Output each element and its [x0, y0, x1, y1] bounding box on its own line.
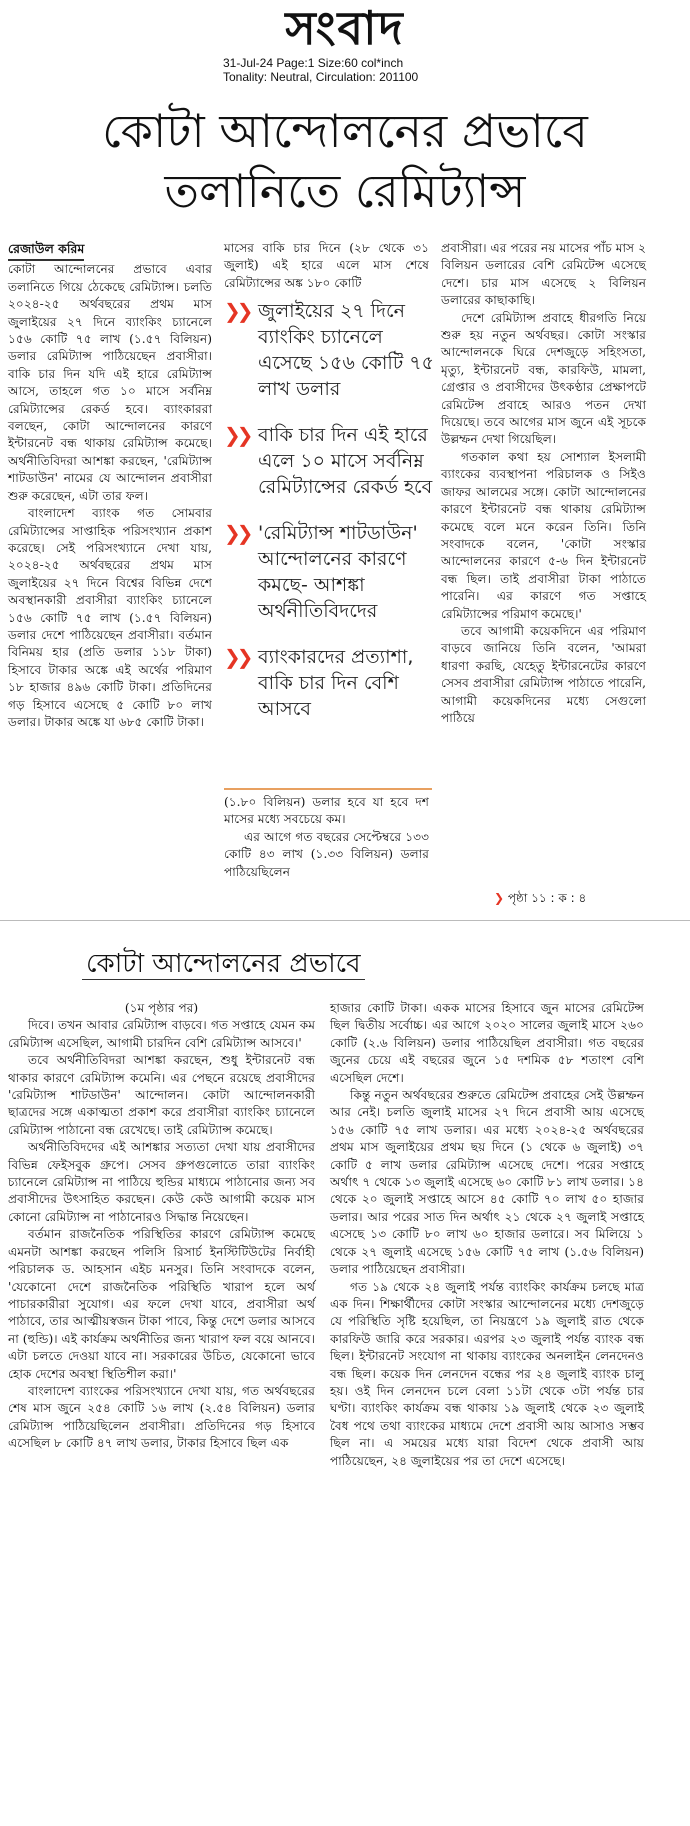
arrow-icon: ❯ — [494, 891, 505, 905]
paragraph: বর্তমান রাজনৈতিক পরিস্থিতির কারণে রেমিট্যান্স কমেছে এমনটা আশঙ্কা করছেন পলিসি রিসার্চ ইনস্টিটিউটের নির্বাহী পরিচালক ড. আহসান এইচ মনসুর। তিনি সংবাদকে বলেন, 'যেকোনো দেশে রাজনৈতিক পরিস্থিতি খারাপ হলে অর্থ পাচারকারীরা সুযোগ। এর ফলে দেখা যাবে, প্রবাসীরা অর্থ পাঠাবে, তার আত্মীয়স্বজন টাকা পাবে, কিন্তু দেশে ডলার আসবে না (হুন্ডি)। এই কার্যক্রম অর্থনীতির জন্য খারাপ ফল বয়ে আনবে। এটা চলতে দেওয়া যাবে না। সরকারের উচিত, যেকোনো ভাবে হোক দেশের অবস্থা স্থিতিশীল করা।' — [8, 1227, 315, 1381]
paragraph: তবে অর্থনীতিবিদরা আশঙ্কা করছেন, শুধু ইন্টারনেট বন্ধ থাকার কারণে রেমিট্যান্স কমেনি। এর পেছনে রয়েছে প্রবাসীদের 'রেমিট্যান্স শাটডাউন' আন্দোলন। কোটা আন্দোলনকারী ছাত্রদের সঙ্গে একাত্মতা প্রকাশ করে প্রবাসীরা ব্যাংকিং চ্যানেলে রেমিট্যান্স পাঠানো বন্ধ রেখেছে। তাই রেমিট্যান্স কমেছে। — [8, 1053, 315, 1137]
double-chevron-icon: ❯❯ — [224, 645, 250, 669]
paragraph: কিন্তু নতুন অর্থবছরের শুরুতে রেমিটেন্স প্রবাহের সেই উল্লম্ফন আর নেই। চলতি জুলাই মাসের ২৭ দিনে প্রবাসী আয় এসেছে ১৫৬ কোটি ৭৫ লাখ ডলার। এর মধ্যে ২০২৪-২৫ অর্থবছরের প্রথম মাস জুলাইয়ের প্রথম ছয় দিনে (১ থেকে ৬ জুলাই) ৩৭ কোটি ৫ লাখ ডলার রেমিট্যান্স এসেছে দেশে। পরের সপ্তাহে অর্থাৎ ৭ থেকে ১৩ জুলাই এসেছে ৬০ কোটি ৮১ লাখ ডলার। ১৪ থেকে ২০ জুলাই সপ্তাহে আসে ৪৫ কোটি ৭০ লাখ ৫০ হাজার ডলার। আর পরের সাত দিন অর্থাৎ ২১ থেকে ২৭ জুলাই সপ্তাহে এসেছে ১৩ কোটি ৮০ লাখ ৬০ হাজার ডলারে। সব মিলিয়ে ১ থেকে ২৭ জুলাই এসেছে ১৫৬ কোটি ৭৫ লাখ (১.৫৬ বিলিয়ন) ডলার পাঠিয়েছেন প্রবাসীরা। — [330, 1088, 644, 1277]
paragraph: তবে আগামী কয়েকদিনে এর পরিমাণ বাড়বে জানিয়ে তিনি বলেন, 'আমরা ধারণা করছি, যেহেতু ইন্টারনেটের কারণে সেসব প্রবাসীরা রেমিট্যান্স পাঠাতে পারেনি, আগামী কয়েকদিনের মধ্যে সেগুলো পাঠিয়ে — [441, 623, 646, 725]
continuation-text: পৃষ্ঠা ১১ : ক : ৪ — [507, 891, 587, 905]
byline: রেজাউল করিম — [8, 240, 84, 261]
from-first-page-label: (১ম পৃষ্ঠার পর) — [124, 1001, 199, 1015]
pullquote — [224, 520, 438, 624]
continuation-ref — [494, 890, 586, 910]
paragraph: প্রবাসীরা। এর পরের নয় মাসের পাঁচ মাস ২ বিলিয়ন ডলারের বেশি রেমিটেন্স এসেছে দেশে। চার মাস এসেছে ২ বিলিয়ন ডলারের কাছাকাছি। — [441, 241, 646, 308]
paragraph: (১.৮০ বিলিয়ন) ডলার হবে যা হবে দশ মাসের মধ্যে সবচেয়ে কম। — [224, 795, 429, 827]
pullquote — [224, 298, 438, 402]
pullquote — [224, 422, 438, 500]
continued-title-text: কোটা আন্দোলনের প্রভাবে — [82, 949, 365, 980]
pullquote-text: ব্যাংকারদের প্রত্যাশা, বাকি চার দিন বেশি আসবে — [258, 646, 414, 720]
article-column-2-top — [224, 240, 429, 292]
paragraph: গতকাল কথা হয় সোশ্যাল ইসলামী ব্যাংকের ব্যবস্থাপনা পরিচালক ও সিইও জাফর আলমের সঙ্গে। কোটা আন্দোলনের কারণে ইন্টারনেট বন্ধ থাকায় রেমিট্যান্স কমেছে বলে মনে করেন তিনি। তিনি সংবাদকে বলেন, 'কোটা সংস্কার আন্দোলনের কারণে ৫-৬ দিন ইন্টারনেট বন্ধ ছিল। তাই প্রবাসীরা টাকা পাঠাতে পারেনি। এর কারণে গত সপ্তাহে রেমিট্যান্সের পরিমাণ কমেছে।' — [441, 449, 646, 621]
paragraph: বাংলাদেশ ব্যাংক গত সোমবার রেমিট্যান্সের সাপ্তাহিক পরিসংখ্যান প্রকাশ করেছে। সেই পরিসংখ্যানে দেখা যায়, ২০২৪-২৫ অর্থবছরের প্রথম মাস জুলাইয়ের ২৭ দিনে বিশ্বের বিভিন্ন দেশে অবস্থানকারী প্রবাসীরা ব্যাংকিং চ্যানেলে ১৫৬ কোটি ৭৫ লাখ (১.৫৭ বিলিয়ন) ডলার দেশে পাঠিয়েছেন প্রবাসীরা। বর্তমান বিনিময় হার (প্রতি ডলার ১১৮ টাকা) হিসাবে টাকার অঙ্কে এই অর্থের পরিমাণ ১৮ হাজার ৪৯৬ কোটি টাকা। প্রতিদিনের গড় হিসাবে এসেছে ৫ কোটি ৮০ লাখ ডলার। টাকার অঙ্কে যা ৬৮৫ কোটি টাকা। — [8, 506, 212, 729]
paragraph: বাংলাদেশ ব্যাংকের পরিসংখ্যানে দেখা যায়, গত অর্থবছরের শেষ মাস জুনে ২৫৪ কোটি ১৬ লাখ (২.৫৪ বিলিয়ন) ডলার রেমিট্যান্স পাঠিয়েছিলেন প্রবাসীরা। প্রতিদিনের গড় হিসাবে এসেছিল ৮ কোটি ৪৭ লাখ ডলার, টাকার হিসাবে ছিল এক — [8, 1383, 315, 1451]
pullquote-stack — [224, 298, 438, 722]
headline-line1: কোটা আন্দোলনের প্রভাবে — [102, 104, 588, 158]
paragraph: হাজার কোটি টাকা। একক মাসের হিসাবে জুন মাসের রেমিটেন্স ছিল দ্বিতীয় সর্বোচ্চ। এর আগে ২০২০ সালের জুলাই মাসে ২৬০ কোটি (২.৬ বিলিয়ন) ডলার পাঠিয়েছিল প্রবাসীরা। গত বছরের জুনের চেয়ে এই বছরের জুনে ১৫ দশমিক ৫৮ শতাংশ বেশি এসেছিল দেশে। — [330, 1001, 644, 1085]
continued-column-2 — [330, 1000, 644, 1470]
pullquote-text: 'রেমিট্যান্স শাটডাউন' আন্দোলনের কারণে কমছে- আশঙ্কা অর্থনীতিবিদদের — [258, 522, 418, 622]
section-separator — [0, 920, 690, 921]
article-column-2-bottom — [224, 794, 429, 881]
paragraph: এর আগে গত বছরের সেপ্টেম্বরে ১৩৩ কোটি ৪৩ লাখ (১.৩৩ বিলিয়ন) ডলার পাঠিয়েছিলেন — [224, 829, 429, 879]
paragraph: কোটা আন্দোলনের প্রভাবে এবার তলানিতে গিয়ে ঠেকেছে রেমিট্যান্স। চলতি ২০২৪-২৫ অর্থবছরের প্রথম মাস জুলাইয়ের ২৭ দিনে ব্যাংকিং চ্যানেলে ১৫৬ কোটি ৭৫ লাখ (১.৫৭ বিলিয়ন) ডলার রেমিট্যান্স পাঠিয়েছেন প্রবাসীরা। বাকি চার দিন যদি এই হারে রেমিট্যান্স আসে, তাহলে গত ১০ মাসে সর্বনিম্ন রেমিট্যান্সের রেকর্ড হবে। ব্যাংকাররা বলছেন, কোটা আন্দোলনের কারণে ইন্টারনেট বন্ধ থাকায় রেমিট্যান্স কমেছে। অর্থনীতিবিদরা আশঙ্কা করছেন, 'রেমিট্যান্স শাটডাউন' নামের যে আন্দোলন প্রবাসীরা শুরু করেছেন, এটা তার ফল। — [8, 262, 212, 503]
pullquote-text: বাকি চার দিন এই হারে এলে ১০ মাসে সর্বনিম্ন রেমিট্যান্সের রেকর্ড হবে — [258, 424, 433, 498]
pullquote — [224, 644, 438, 722]
article-column-1 — [8, 240, 212, 731]
paragraph: গত ১৯ থেকে ২৪ জুলাই পর্যন্ত ব্যাংকিং কার্যক্রম চলছে মাত্র এক দিন। শিক্ষার্থীদের কোটা সংস্কার আন্দোলনের মধ্যে দেশজুড়ে যে পরিস্থিতি সৃষ্টি হয়েছিল, তা নিয়ন্ত্রণে ১৯ জুলাই রাত থেকে কারফিউ জারি করে সরকার। এরপর ২৩ জুলাই পর্যন্ত ব্যাংক বন্ধ ছিল। ইন্টারনেট সংযোগ না থাকায় ব্যাংকের অনলাইন লেনদেনও বন্ধ ছিল। কয়েক দিন লেনদেন বন্ধের পর ২৪ জুলাই ব্যাংক চালু হয়। ওই দিন লেনদেন চলে বেলা ১১টা থেকে ৩টা পর্যন্ত চার ঘণ্টা। ব্যাংকিং কার্যক্রম বন্ধ থাকায় ১৯ জুলাই থেকে ২৩ জুলাই বৈধ পথে তথা ব্যাংকের মাধ্যমে দেশে প্রবাসী আয় আসাও সম্ভব ছিল না। এ সময়ের মধ্যে যারা বিদেশ থেকে প্রবাসী আয় পাঠিয়েছেন, ২৪ জুলাইয়ের পর তা দেশে এসেছে। — [330, 1279, 644, 1468]
continued-title — [82, 946, 365, 982]
double-chevron-icon: ❯❯ — [224, 299, 250, 323]
headline-line2: তলানিতে রেমিট্যান্স — [164, 164, 526, 218]
continued-column-1 — [8, 1000, 315, 1453]
paragraph: দেশে রেমিট্যান্স প্রবাহে ধীরগতি নিয়ে শুরু হয় নতুন অর্থবছর। কোটা সংস্কার আন্দোলনকে ঘিরে দেশজুড়ে সহিংসতা, মৃত্যু, ইন্টারনেট বন্ধ, কারফিউ, মামলা, গ্রেপ্তার ও প্রবাসীদের উৎকণ্ঠার প্রেক্ষাপটে রেমিটেন্স প্রবাহে আরও পতন দেখা দিয়েছে। তবে আগের মাস জুনে এই সূচকে উল্লম্ফন দেখা গিয়েছিল। — [441, 310, 646, 447]
clipping-meta-line1: 31-Jul-24 Page:1 Size:60 col*inch — [223, 56, 404, 70]
clipping-meta-line2: Tonality: Neutral, Circulation: 201100 — [223, 70, 419, 84]
double-chevron-icon: ❯❯ — [224, 521, 250, 545]
article-column-3 — [441, 240, 646, 727]
newspaper-masthead: সংবাদ — [285, 1, 405, 55]
pullquote-divider — [224, 788, 432, 790]
double-chevron-icon: ❯❯ — [224, 423, 250, 447]
paragraph: দিবে। তখন আবার রেমিট্যান্স বাড়বে। গত সপ্তাহে যেমন কম রেমিট্যান্স এসেছিল, আগামী চারদিন বেশি রেমিট্যান্স আসবে।' — [8, 1018, 315, 1050]
paragraph: মাসের বাকি চার দিনে (২৮ থেকে ৩১ জুলাই) এই হারে এলে মাস শেষে রেমিট্যান্সের অঙ্ক ১৮০ কোটি — [224, 241, 429, 290]
paragraph: অর্থনীতিবিদদের এই আশঙ্কার সত্যতা দেখা যায় প্রবাসীদের বিভিন্ন ফেইসবুক গ্রুপে। সেসব গ্রুপগুলোতে তারা ব্যাংকিং চ্যানেলে রেমিট্যান্স না পাঠিয়ে হুন্ডির মাধ্যমে পাঠানোর জন্য সব প্রবাসীদের উৎসাহিত করছেন। কেউ কেউ আগামী কয়েক মাস কোনো রেমিট্যান্স না পাঠানোরও সিদ্ধান্ত নিয়েছেন। — [8, 1140, 315, 1224]
pullquote-text: জুলাইয়ের ২৭ দিনে ব্যাংকিং চ্যানেলে এসেছে ১৫৬ কোটি ৭৫ লাখ ডলার — [258, 300, 434, 400]
